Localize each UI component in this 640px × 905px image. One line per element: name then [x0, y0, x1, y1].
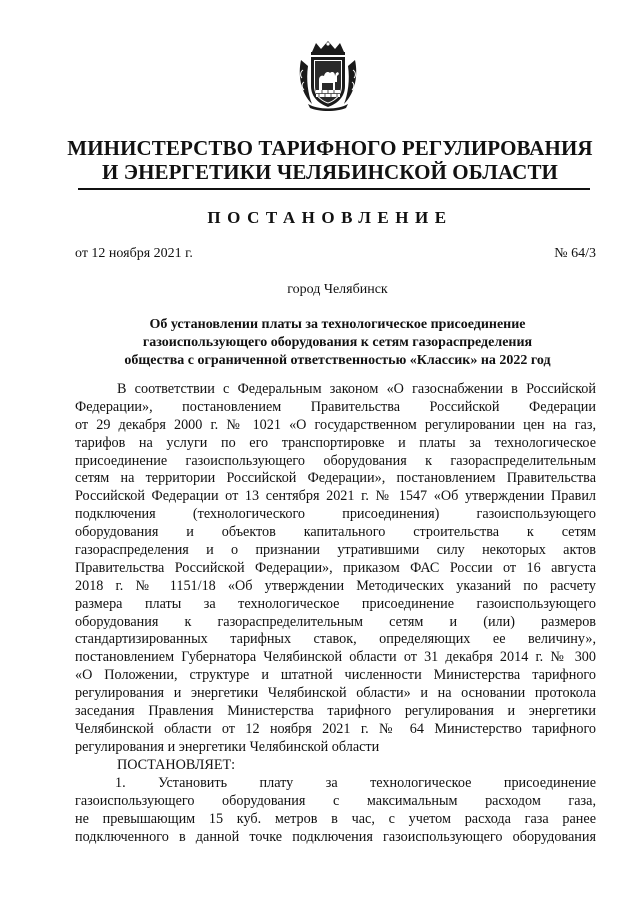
text-line: «О Положении, структуре и штатной численности Министерства тарифного: [75, 667, 596, 684]
text-line: Челябинской области от 12 ноября 2021 г. № 64 Министерство тарифного: [75, 720, 596, 737]
document-date: от 12 ноября 2021 г.: [75, 246, 193, 261]
text-line: оборудования и объектов капитального строительства к сетям: [75, 524, 596, 541]
text-line: сетям на территории Российской Федерации», постановлением Правительства: [75, 470, 596, 487]
text-line: газоиспользующего оборудования с максимальным расходом газа,: [75, 792, 596, 809]
preamble-paragraph: [75, 381, 596, 757]
text-line: Правительства Российской Федерации», приказом ФАС России от 16 августа: [75, 559, 596, 576]
document-city: город Челябинск: [287, 282, 388, 297]
text-line: подключенного в данной точке подключения газоиспользующего оборудования: [75, 828, 596, 845]
text-line: от 29 декабря 2000 г. № 1021 «О государственном регулировании цен на газ,: [75, 416, 596, 433]
ministry-name-line2: И ЭНЕРГЕТИКИ ЧЕЛЯБИНСКОЙ ОБЛАСТИ: [102, 160, 558, 184]
coat-of-arms-icon: [298, 40, 358, 112]
text-line: не превышающим 15 куб. метров в час, с учетом расхода газа ранее: [75, 810, 596, 827]
text-line: газораспределения и о признании утратившими силу некоторых актов: [75, 542, 596, 559]
text-line: ПОСТАНОВЛЯЕТ:: [117, 757, 236, 773]
text-line: размера платы за технологическое присоединение газоиспользующего: [75, 595, 596, 612]
ministry-name-line1: МИНИСТЕРСТВО ТАРИФНОГО РЕГУЛИРОВАНИЯ: [67, 136, 593, 160]
text-line: В соответствии с Федеральным законом «О газоснабжении в Российской: [117, 381, 596, 397]
document-number: № 64/3: [554, 246, 596, 261]
text-line: регулирования и энергетики Челябинской области: [75, 738, 380, 755]
title-line: Об установлении платы за технологическое присоединение: [149, 317, 526, 332]
point-1-paragraph: [75, 775, 596, 847]
text-line: заседания Правления Министерства тарифного регулирования и энергетики: [75, 703, 596, 720]
decree-word: [75, 757, 596, 775]
text-line: присоединение газоиспользующего оборудования к газораспределительным: [75, 452, 596, 469]
title-line: общества с ограниченной ответственностью «Классик» на 2022 год: [124, 353, 551, 368]
text-line: Федерации», постановлением Правительства Российской Федерации: [75, 398, 596, 415]
document-type: ПОСТАНОВЛЕНИЕ: [207, 208, 453, 227]
title-line: газоиспользующего оборудования к сетям газораспределения: [142, 335, 533, 350]
header-divider: [78, 188, 590, 190]
text-line: подключения (технологического присоединения) газоиспользующего: [75, 506, 596, 523]
text-line: Российской Федерации от 13 сентября 2021 г. № 1547 «Об утверждении Правил: [75, 488, 596, 505]
text-line: стандартизированных тарифных ставок, определяющих ее величину»,: [75, 631, 596, 648]
document-title: [60, 316, 615, 370]
text-line: 1. Установить плату за технологическое присоединение: [115, 775, 596, 791]
text-line: оборудования к газораспределительным сетям и (или) размеров: [75, 613, 596, 630]
text-line: тарифов на услуги по его транспортировке и платы за технологическое: [75, 434, 596, 451]
text-line: постановлением Губернатора Челябинской области от 31 декабря 2014 г. № 300: [75, 649, 596, 666]
text-line: регулирования и энергетики Челябинской области» и на основании протокола: [75, 685, 596, 702]
text-line: 2018 г. № 1151/18 «Об утверждении Методических указаний по расчету: [75, 577, 596, 594]
